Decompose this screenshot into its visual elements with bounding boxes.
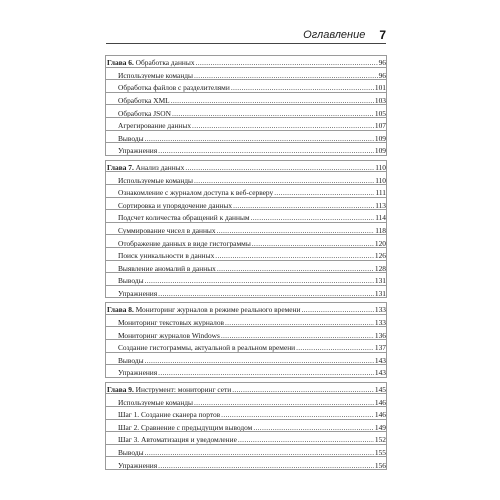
chapter-page-number: 133 <box>374 305 386 315</box>
entry-title: Используемые команды <box>118 397 193 407</box>
toc-chapter-heading[interactable] <box>106 55 386 68</box>
chapter-label: Глава 7. <box>107 162 134 172</box>
toc-entry[interactable] <box>106 80 386 93</box>
toc-chapter-heading[interactable] <box>106 382 386 395</box>
entry-page-number: 110 <box>375 175 386 185</box>
entry-page-number: 126 <box>374 251 386 261</box>
entry-title: Выводы <box>118 276 144 286</box>
entry-page-number: 120 <box>374 238 386 248</box>
entry-title: Упражнения <box>118 288 158 298</box>
entry-title: Шаг 2. Сравнение с предыдущим выводом <box>118 422 253 432</box>
toc-entry[interactable] <box>106 315 386 328</box>
entry-page-number: 143 <box>374 355 386 365</box>
toc-entry[interactable] <box>106 445 386 458</box>
entry-page-number: 103 <box>374 95 386 105</box>
entry-title: Отображение данных в виде гистограммы <box>118 238 251 248</box>
toc-entry[interactable] <box>106 223 386 236</box>
dot-leader <box>158 147 374 155</box>
entry-page-number: 105 <box>374 108 386 118</box>
chapter-title-text: Инструмент: мониторинг сети <box>135 385 232 395</box>
chapter-title-text: Анализ данных <box>135 162 185 172</box>
entry-title: Мониторинг текстовых журналов <box>118 318 224 328</box>
toc-chapter-heading[interactable] <box>106 160 386 173</box>
running-head <box>106 27 386 43</box>
running-head-title: Оглавление <box>303 29 366 41</box>
entry-page-number: 133 <box>374 318 386 328</box>
entry-page-number: 136 <box>374 330 386 340</box>
entry-title: Выявление аномалий в данных <box>118 263 216 273</box>
entry-page-number: 114 <box>375 213 386 223</box>
toc-entry[interactable] <box>106 365 386 378</box>
toc-entry[interactable] <box>106 198 386 211</box>
chapter-title-text: Обработка данных <box>135 58 195 68</box>
toc-entry[interactable] <box>106 327 386 340</box>
toc-chapter <box>106 382 386 470</box>
toc-chapter <box>106 55 386 156</box>
table-of-contents <box>106 55 386 470</box>
entry-title: Упражнения <box>118 368 158 378</box>
entry-title: Мониторинг журналов Windows <box>118 330 220 340</box>
entry-title: Обработка JSON <box>118 108 171 118</box>
entry-title: Агрегирование данных <box>118 121 192 131</box>
entry-page-number: 101 <box>374 83 386 93</box>
toc-entry[interactable] <box>106 286 386 299</box>
entry-page-number: 109 <box>374 146 386 156</box>
toc-entry[interactable] <box>106 235 386 248</box>
entry-title: Шаг 1. Создание сканера портов <box>118 410 221 420</box>
dot-leader <box>158 462 374 470</box>
entry-page-number: 131 <box>374 276 386 286</box>
toc-entry[interactable] <box>106 185 386 198</box>
entry-page-number: 149 <box>374 422 386 432</box>
dot-leader <box>158 290 374 298</box>
entry-page-number: 137 <box>374 343 386 353</box>
entry-page-number: 155 <box>374 448 386 457</box>
entry-page-number: 107 <box>374 121 386 131</box>
toc-chapter <box>106 302 386 378</box>
entry-title: Используемые команды <box>118 175 193 185</box>
chapter-label: Глава 6. <box>107 58 134 68</box>
entry-page-number: 152 <box>374 435 386 445</box>
entry-title: Сортировка и упорядочение данных <box>118 200 233 210</box>
toc-entry[interactable] <box>106 68 386 81</box>
chapter-label: Глава 9. <box>107 385 134 395</box>
toc-chapter-heading[interactable] <box>106 302 386 315</box>
entry-title: Используемые команды <box>118 70 193 80</box>
entry-title: Выводы <box>118 355 144 365</box>
entry-page-number: 143 <box>374 368 386 378</box>
toc-entry[interactable] <box>106 93 386 106</box>
chapter-page-number: 110 <box>375 162 386 172</box>
entry-page-number: 109 <box>374 133 386 143</box>
entry-page-number: 128 <box>374 263 386 273</box>
entry-title: Создание гистограммы, актуальной в реальном времени <box>118 343 296 353</box>
toc-entry[interactable] <box>106 261 386 274</box>
toc-entry[interactable] <box>106 353 386 366</box>
toc-entry[interactable] <box>106 340 386 353</box>
header-rule <box>106 43 386 44</box>
page-number: 7 <box>379 28 386 42</box>
toc-entry[interactable] <box>106 210 386 223</box>
entry-title: Обработка файлов с разделителями <box>118 83 230 93</box>
toc-entry[interactable] <box>106 172 386 185</box>
chapter-page-number: 96 <box>378 58 386 68</box>
entry-page-number: 118 <box>375 225 386 235</box>
dot-leader <box>158 369 374 377</box>
chapter-title-text: Мониторинг журналов в режиме реального времени <box>135 305 301 315</box>
chapter-page-number: 145 <box>374 385 386 395</box>
toc-entry[interactable] <box>106 420 386 433</box>
toc-entry[interactable] <box>106 407 386 420</box>
entry-page-number: 111 <box>375 188 386 198</box>
toc-entry[interactable] <box>106 248 386 261</box>
entry-page-number: 96 <box>378 70 386 80</box>
entry-title: Выводы <box>118 133 144 143</box>
entry-title: Поиск уникальности в данных <box>118 251 215 261</box>
toc-entry[interactable] <box>106 394 386 407</box>
toc-entry[interactable] <box>106 273 386 286</box>
entry-page-number: 146 <box>374 397 386 407</box>
toc-chapter <box>106 160 386 299</box>
entry-page-number: 146 <box>374 410 386 420</box>
entry-title: Ознакомление с журналом доступа к веб-серверу <box>118 188 274 198</box>
entry-title: Выводы <box>118 448 144 457</box>
entry-page-number: 156 <box>374 460 386 470</box>
toc-entry[interactable] <box>106 432 386 445</box>
entry-title: Шаг 3. Автоматизация и уведомление <box>118 435 237 445</box>
toc-entry[interactable] <box>106 143 386 156</box>
chapter-label: Глава 8. <box>107 305 134 315</box>
entry-page-number: 113 <box>375 200 386 210</box>
toc-entry[interactable] <box>106 457 386 470</box>
toc-entry[interactable] <box>106 118 386 131</box>
entry-title: Обработка XML <box>118 95 170 105</box>
entry-title: Упражнения <box>118 460 158 470</box>
entry-title: Суммирование чисел в данных <box>118 225 216 235</box>
toc-entry[interactable] <box>106 131 386 144</box>
entry-page-number: 131 <box>374 288 386 298</box>
entry-title: Подсчет количества обращений к данным <box>118 213 250 223</box>
entry-title: Упражнения <box>118 146 158 156</box>
toc-entry[interactable] <box>106 105 386 118</box>
